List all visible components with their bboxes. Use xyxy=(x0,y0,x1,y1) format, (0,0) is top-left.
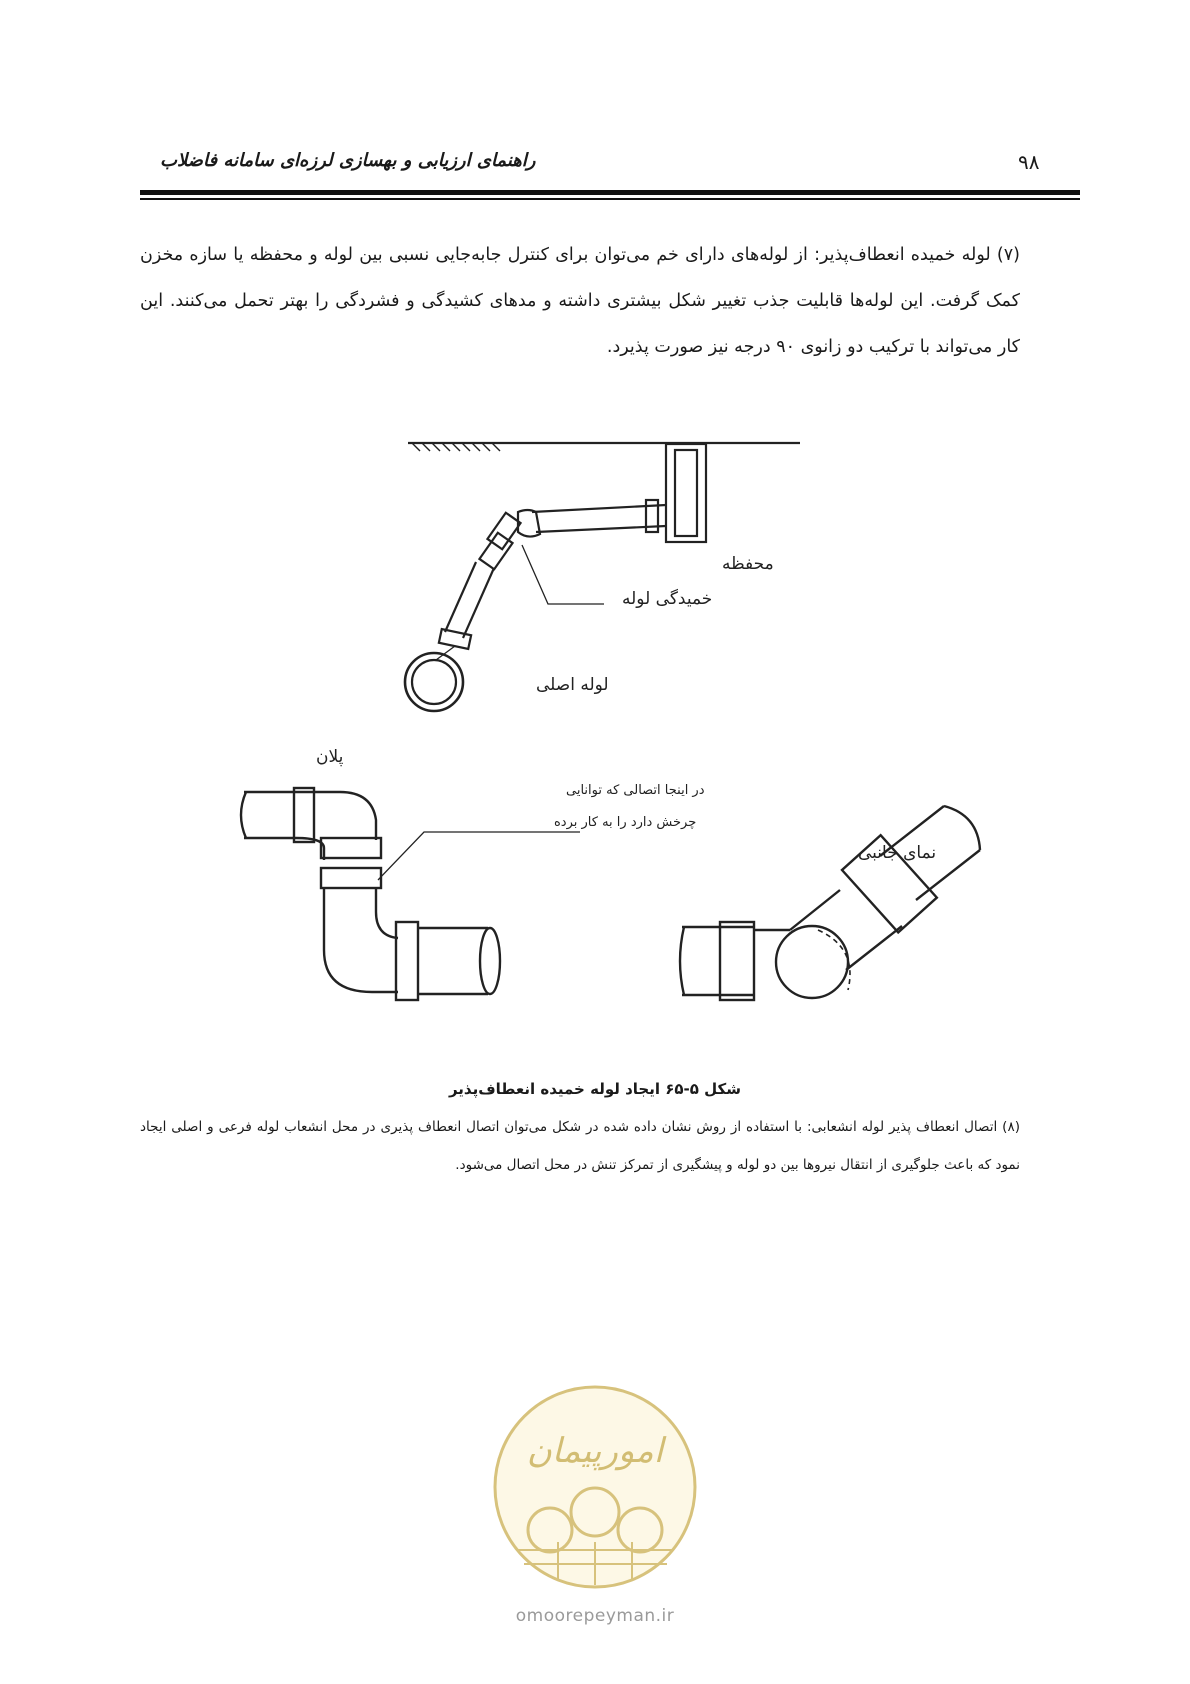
side-branch-end xyxy=(944,806,980,850)
plan-coupling-1 xyxy=(321,838,381,858)
side-pipe-end-left xyxy=(680,927,684,995)
bend-leader xyxy=(522,545,604,604)
side-horizontal-pipe xyxy=(682,927,754,995)
bend-coupling-lower xyxy=(479,533,512,570)
side-collar xyxy=(720,922,754,1000)
label-plan: پلان xyxy=(316,747,344,767)
plan-collar-top xyxy=(294,788,314,842)
running-header-title: راهنمای ارزیابی و بهسازی لرزه‌ای سامانه فاضلاب xyxy=(160,150,536,171)
figure-caption: شکل ۵-۶۵ ایجاد لوله خمیده انعطاف‌پذیر xyxy=(448,1080,742,1098)
plan-coupling-2 xyxy=(321,868,381,888)
plan-bottom-elbow-inner xyxy=(376,888,398,938)
plan-top-elbow-outer xyxy=(244,792,376,840)
plan-bottom-elbow-outer xyxy=(324,888,398,992)
label-housing: محفظه xyxy=(722,554,774,574)
stamp-text: امورپیمان xyxy=(526,1431,664,1471)
plan-collar-bottom xyxy=(396,922,418,1000)
label-pipe-bend: خمیدگی لوله xyxy=(622,589,713,609)
paragraph-7: (۷) لوله خمیده انعطاف‌پذیر: از لوله‌های دارای خم می‌توان برای کنترل جابه‌جایی نسبی بین لوله و محفظه یا سازه مخزن کمک گرفت. این لوله‌ها قابلیت جذب تغییر شکل بیشتری داشته و مدهای کشیدگی و فشردگی را بهتر تحمل می‌کنند. این کار می‌تواند با ترکیب دو زانوی ۹۰ درجه نیز صورت پذیرد. xyxy=(140,245,1020,357)
side-swivel-joint xyxy=(776,926,848,998)
main-pipe-inner xyxy=(412,660,456,704)
main-pipe-outer xyxy=(405,653,463,711)
page-number: ۹۸ xyxy=(1018,150,1040,174)
plan-outlet-pipe xyxy=(418,928,488,994)
housing-structure xyxy=(666,444,706,542)
label-rotating-joint-line2: چرخش دارد را به کار برده xyxy=(554,815,697,830)
label-main-pipe: لوله اصلی xyxy=(536,675,609,695)
ground-hatch xyxy=(412,443,500,451)
plan-view-diagram xyxy=(241,788,580,1000)
label-side-view: نمای جانبی xyxy=(858,843,937,863)
label-rotating-joint-line1: در اینجا اتصالی که توانایی xyxy=(566,783,705,798)
rotating-joint-leader xyxy=(378,832,580,880)
side-view-diagram xyxy=(680,806,980,1000)
plan-outlet-end xyxy=(480,928,500,994)
bend-coupling-upper xyxy=(487,513,520,550)
plan-pipe-end-left xyxy=(241,792,246,838)
website-watermark: omoorepeyman.ir xyxy=(515,1606,675,1626)
paragraph-8: (۸) اتصال انعطاف پذیر لوله انشعابی: با استفاده از روش نشان داده شده در شکل می‌توان اتصال انعطاف پذیری در محل انشعاب لوله فرعی و اصلی ایجاد نمود که باعث جلوگیری از انتقال نیروها بین دو لوله و پیشگیری از تمرکز تنش در محل اتصال می‌شود. xyxy=(140,1119,1020,1173)
publisher-stamp-logo xyxy=(488,1380,703,1595)
side-swivel-hidden-line xyxy=(818,930,850,990)
upper-diagram xyxy=(405,443,800,711)
side-branch-lower xyxy=(790,890,902,970)
